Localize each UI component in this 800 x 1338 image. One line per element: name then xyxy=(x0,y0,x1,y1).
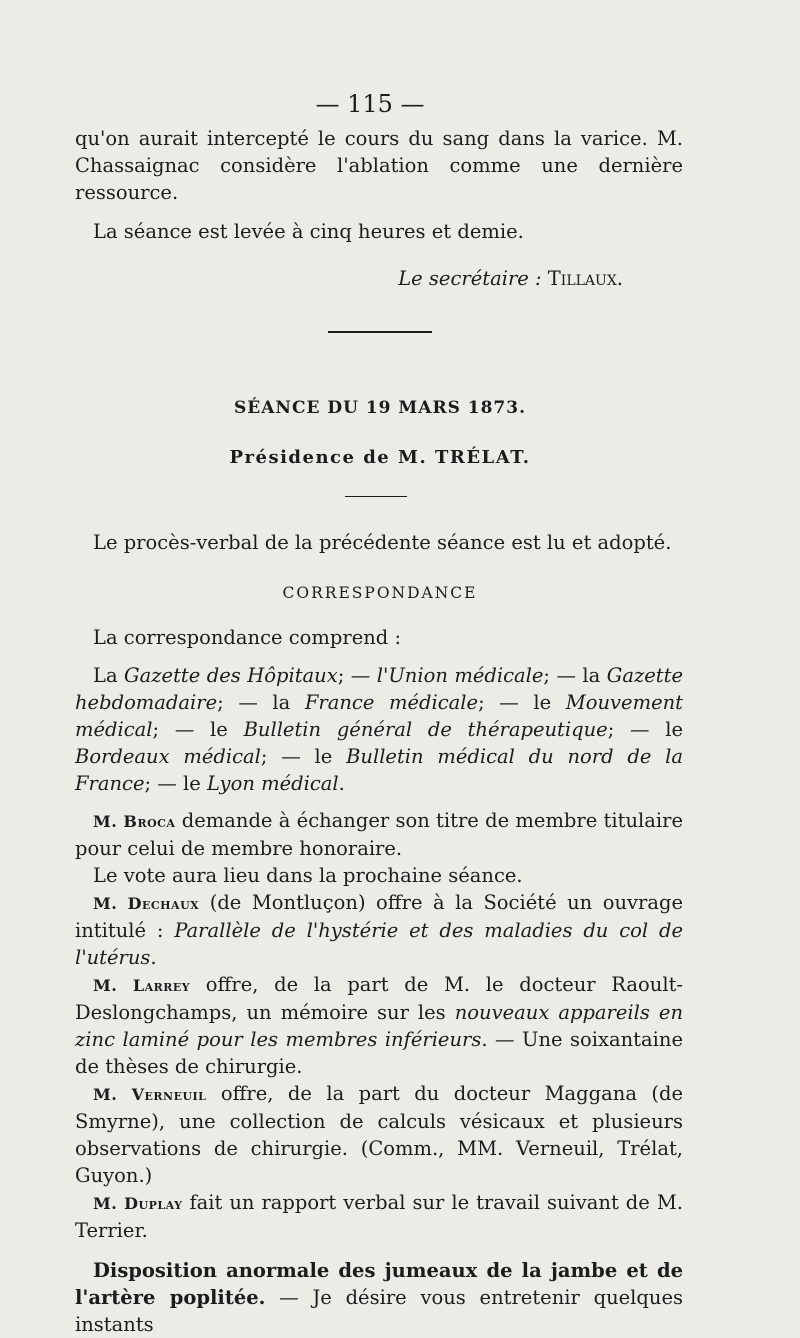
session-title: SÉANCE DU 19 MARS 1873. xyxy=(234,398,526,418)
secretary-signature xyxy=(75,265,683,292)
paragraph-larrey: M. Larrey offre, de la part de M. le docteur Raoult-Deslongchamps, un mémoire sur les nouveaux appareils en zinc laminé pour les membres inférieurs. — Une soixantaine de thèses de chirurgie. xyxy=(75,973,684,1078)
paragraph-vote: Le vote aura lieu dans la prochaine séance. xyxy=(93,864,523,887)
member-name-verneuil: M. Verneuil xyxy=(93,1085,207,1104)
article-title: Disposition anormale des jumeaux de la jambe et de l'artère poplitée. xyxy=(75,1259,683,1309)
member-name-larrey: M. Larrey xyxy=(93,976,191,995)
journals-list: La Gazette des Hôpitaux; — l'Union médicale; — la Gazette hebdomadaire; — la France médicale; — le Mouvement médical; — le Bulletin général de thérapeutique; — le Bordeaux médical; — le Bulletin médical du nord de la France; — le Lyon médical. xyxy=(75,664,683,795)
paragraph-dechaux: M. Dechaux (de Montluçon) offre à la Société un ouvrage intitulé : Parallèle de l'hystérie et des maladies du col de l'utérus. xyxy=(75,891,683,969)
paragraph-verneuil: M. Verneuil offre, de la part du docteur Maggana (de Smyrne), une collection de calculs vésicaux et plusieurs observations de chirurgie. (Comm., MM. Verneuil, Trélat, Guyon.) xyxy=(75,1082,683,1187)
paragraph-disposition: Disposition anormale des jumeaux de la jambe et de l'artère poplitée. — Je désire vous entretenir quelques instants xyxy=(75,1259,683,1336)
short-divider xyxy=(345,496,407,497)
correspondance-intro: La correspondance comprend : xyxy=(93,626,402,649)
paragraph-varice: qu'on aurait intercepté le cours du sang dans la varice. M. Chassaignac considère l'ablation comme une dernière ressource. xyxy=(75,127,683,204)
paragraph-duplay: M. Duplay fait un rapport verbal sur le travail suivant de M. Terrier. xyxy=(75,1191,683,1242)
minutes-block xyxy=(75,529,683,556)
member-name-duplay: M. Duplay xyxy=(93,1194,183,1213)
section-divider xyxy=(328,331,432,333)
minutes-paragraph: Le procès-verbal de la précédente séance est lu et adopté. xyxy=(93,531,672,554)
page-number: — 115 — xyxy=(315,90,425,118)
secretary-name: Tillaux. xyxy=(547,267,623,290)
text-block-top xyxy=(75,125,683,292)
paragraph-broca: M. Broca demande à échanger son titre de membre titulaire pour celui de membre honoraire. xyxy=(75,809,683,860)
member-name-broca: M. Broca xyxy=(93,812,176,831)
correspondance-block xyxy=(75,624,683,1338)
member-name-dechaux: M. Dechaux xyxy=(93,894,200,913)
correspondance-heading: CORRESPONDANCE xyxy=(282,584,478,602)
presidency-line: Présidence de M. TRÉLAT. xyxy=(229,447,531,468)
secretary-label: Le secrétaire : xyxy=(398,267,548,290)
paragraph-seance-levee: La séance est levée à cinq heures et demie. xyxy=(93,220,524,243)
